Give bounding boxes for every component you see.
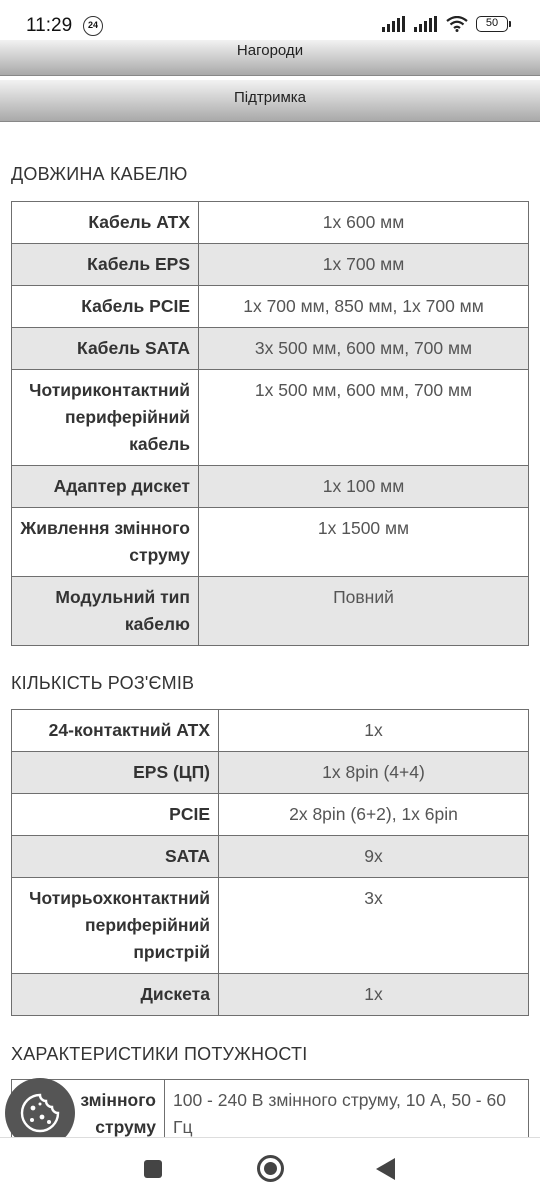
signal-icon-2 (414, 16, 438, 32)
connector-key: SATA (12, 836, 219, 878)
cable-length-key: Модульний тип кабелю (12, 577, 199, 646)
cable-length-value: 1x 100 мм (199, 466, 529, 508)
awards-accordion[interactable]: Нагороди (0, 40, 540, 76)
power-value: 100 - 240 В змінного струму, 10 А, 50 - 60 Гц (165, 1080, 529, 1149)
support-accordion[interactable]: Підтримка (0, 80, 540, 122)
cable-length-row (12, 244, 529, 286)
connectors-title: КІЛЬКІСТЬ РОЗ'ЄМІВ (11, 673, 195, 693)
connector-key: 24-контактний ATX (12, 710, 219, 752)
cable-length-key: Кабель SATA (12, 328, 199, 370)
connector-row (12, 710, 529, 752)
connector-value: 1x (219, 974, 529, 1016)
cable-length-key: Живлення змінного струму (12, 508, 199, 577)
connector-value: 3x (219, 878, 529, 974)
cable-length-value: Повний (199, 577, 529, 646)
wifi-icon (446, 16, 468, 32)
cable-length-value: 1x 700 мм (199, 244, 529, 286)
status-time: 11:29 (26, 15, 73, 36)
cable-length-title: ДОВЖИНА КАБЕЛЮ (11, 164, 188, 184)
cable-length-table (11, 201, 529, 646)
cable-length-row (12, 508, 529, 577)
connector-row (12, 836, 529, 878)
cable-length-value: 1x 700 мм, 850 мм, 1x 700 мм (199, 286, 529, 328)
cable-length-row (12, 202, 529, 244)
connector-key: PCIE (12, 794, 219, 836)
cable-length-key: Кабель PCIE (12, 286, 199, 328)
cable-length-row (12, 328, 529, 370)
notification-badge-icon: 24 (83, 16, 103, 36)
cable-length-value: 1x 500 мм, 600 мм, 700 мм (199, 370, 529, 466)
cable-length-row (12, 466, 529, 508)
status-icons (382, 16, 508, 32)
cable-length-key: Кабель EPS (12, 244, 199, 286)
cable-length-key: Чотириконтактний периферійний кабель (12, 370, 199, 466)
connector-value: 9x (219, 836, 529, 878)
cookie-icon (18, 1091, 62, 1135)
recents-square-icon[interactable] (144, 1160, 162, 1178)
cable-length-value: 3x 500 мм, 600 мм, 700 мм (199, 328, 529, 370)
connector-key: Дискета (12, 974, 219, 1016)
battery-icon: 50 (476, 16, 508, 32)
cable-length-key: Адаптер дискет (12, 466, 199, 508)
signal-icon (382, 16, 406, 32)
home-circle-icon[interactable] (257, 1155, 284, 1182)
connector-row (12, 974, 529, 1016)
cable-length-value: 1x 1500 мм (199, 508, 529, 577)
navigation-bar (0, 1137, 540, 1200)
connector-key: EPS (ЦП) (12, 752, 219, 794)
connector-key: Чотирьохконтактний периферійний пристрій (12, 878, 219, 974)
connector-row (12, 794, 529, 836)
status-bar (0, 0, 540, 40)
cable-length-row (12, 370, 529, 466)
back-triangle-icon[interactable] (376, 1158, 395, 1180)
connector-row (12, 752, 529, 794)
connector-row (12, 878, 529, 974)
cable-length-key: Кабель ATX (12, 202, 199, 244)
connectors-table (11, 709, 529, 1016)
connector-value: 2x 8pin (6+2), 1x 6pin (219, 794, 529, 836)
cable-length-row (12, 286, 529, 328)
power-title: ХАРАКТЕРИСТИКИ ПОТУЖНОСТІ (11, 1044, 308, 1064)
cable-length-row (12, 577, 529, 646)
connector-value: 1x 8pin (4+4) (219, 752, 529, 794)
connector-value: 1x (219, 710, 529, 752)
cable-length-value: 1x 600 мм (199, 202, 529, 244)
power-key: змінного струму (12, 1080, 165, 1149)
